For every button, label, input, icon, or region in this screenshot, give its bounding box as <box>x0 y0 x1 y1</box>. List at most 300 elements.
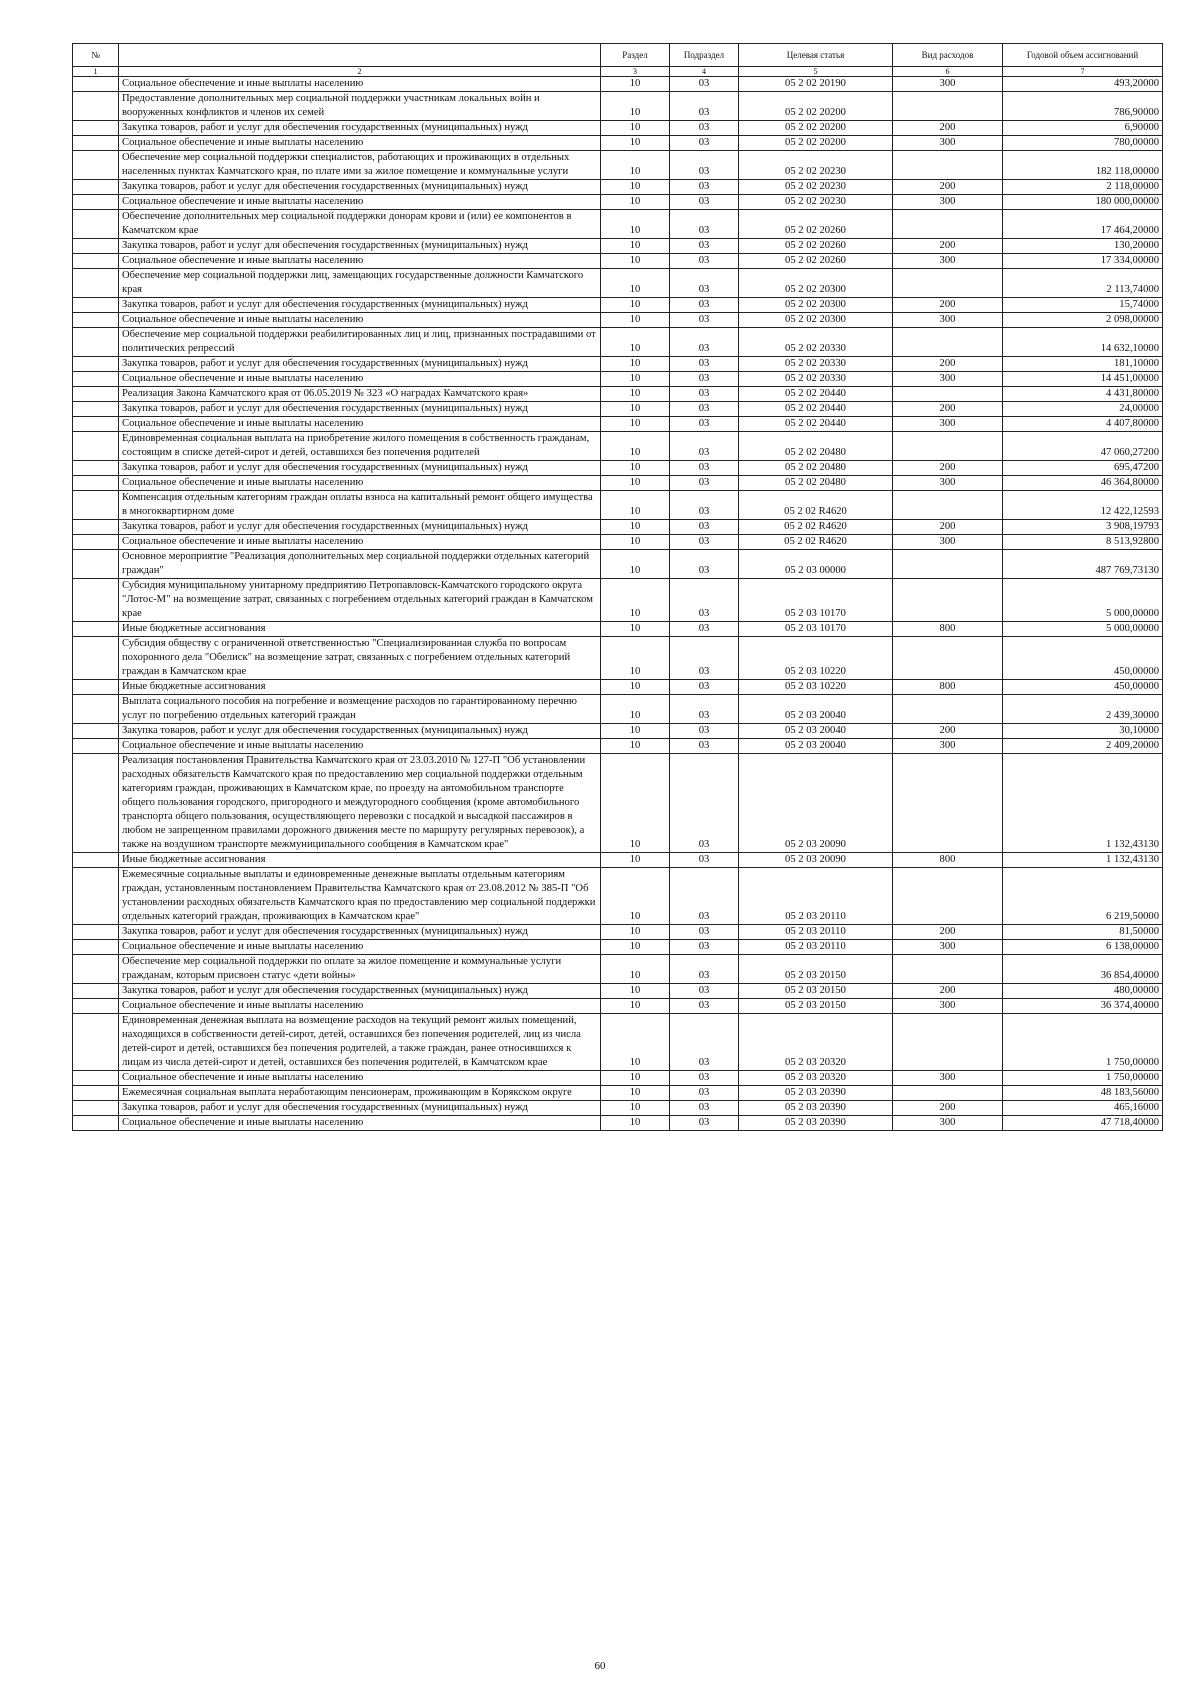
table-row <box>73 239 1163 254</box>
row-number-cell <box>73 637 119 680</box>
target-article-cell: 05 2 03 00000 <box>739 550 893 579</box>
subsection-cell: 03 <box>670 357 739 372</box>
subsection-cell: 03 <box>670 136 739 151</box>
row-number-cell <box>73 298 119 313</box>
subsection-cell: 03 <box>670 955 739 984</box>
expense-name-cell: Закупка товаров, работ и услуг для обеспечения государственных (муниципальных) нужд <box>119 1101 601 1116</box>
expense-name-cell: Социальное обеспечение и иные выплаты населению <box>119 77 601 92</box>
section-cell: 10 <box>601 372 670 387</box>
expense-type-cell: 200 <box>893 298 1003 313</box>
column-header-annual-amount: Годовой объем ассигнований <box>1003 44 1163 67</box>
expense-name-cell: Иные бюджетные ассигнования <box>119 853 601 868</box>
table-row <box>73 1086 1163 1101</box>
table-row <box>73 622 1163 637</box>
table-row <box>73 1116 1163 1131</box>
expense-type-cell: 300 <box>893 372 1003 387</box>
expense-name-cell: Субсидия обществу с ограниченной ответственностью "Специализированная служба по вопросам похоронного дела "Обелиск" на возмещение затрат, связанных с погребением отдельных категорий граждан в Камчатском крае <box>119 637 601 680</box>
expense-type-cell: 200 <box>893 239 1003 254</box>
amount-cell: 1 132,43130 <box>1003 754 1163 853</box>
budget-sheet <box>72 43 1162 1131</box>
row-number-cell <box>73 955 119 984</box>
subsection-cell: 03 <box>670 195 739 210</box>
section-cell: 10 <box>601 550 670 579</box>
target-article-cell: 05 2 03 20040 <box>739 724 893 739</box>
subsection-cell: 03 <box>670 372 739 387</box>
target-article-cell: 05 2 02 20330 <box>739 357 893 372</box>
subsection-cell: 03 <box>670 239 739 254</box>
amount-cell: 2 098,00000 <box>1003 313 1163 328</box>
target-article-cell: 05 2 03 20390 <box>739 1101 893 1116</box>
table-row <box>73 955 1163 984</box>
expense-name-cell: Обеспечение дополнительных мер социальной поддержки донорам крови и (или) ее компонентов в Камчатском крае <box>119 210 601 239</box>
expense-name-cell: Социальное обеспечение и иные выплаты населению <box>119 999 601 1014</box>
subsection-cell: 03 <box>670 151 739 180</box>
row-number-cell <box>73 853 119 868</box>
target-article-cell: 05 2 03 20150 <box>739 984 893 999</box>
expense-type-cell: 200 <box>893 724 1003 739</box>
expense-type-cell <box>893 1014 1003 1071</box>
target-article-cell: 05 2 03 20320 <box>739 1071 893 1086</box>
table-row <box>73 313 1163 328</box>
amount-cell: 450,00000 <box>1003 637 1163 680</box>
target-article-cell: 05 2 03 10170 <box>739 622 893 637</box>
table-row <box>73 754 1163 853</box>
expense-type-cell <box>893 1086 1003 1101</box>
expense-type-cell <box>893 754 1003 853</box>
table-row <box>73 269 1163 298</box>
column-header-target-article: Целевая статья <box>739 44 893 67</box>
subsection-cell: 03 <box>670 402 739 417</box>
table-row <box>73 550 1163 579</box>
expense-type-cell: 300 <box>893 313 1003 328</box>
row-number-cell <box>73 622 119 637</box>
target-article-cell: 05 2 02 20330 <box>739 372 893 387</box>
expense-type-cell: 800 <box>893 853 1003 868</box>
target-article-cell: 05 2 02 20300 <box>739 269 893 298</box>
subsection-cell: 03 <box>670 868 739 925</box>
target-article-cell: 05 2 03 20390 <box>739 1086 893 1101</box>
expense-name-cell: Закупка товаров, работ и услуг для обеспечения государственных (муниципальных) нужд <box>119 121 601 136</box>
expense-name-cell: Социальное обеспечение и иные выплаты населению <box>119 254 601 269</box>
expense-type-cell <box>893 387 1003 402</box>
row-number-cell <box>73 92 119 121</box>
target-article-cell: 05 2 02 R4620 <box>739 491 893 520</box>
subsection-cell: 03 <box>670 520 739 535</box>
row-number-cell <box>73 77 119 92</box>
row-number-cell <box>73 269 119 298</box>
row-number-cell <box>73 357 119 372</box>
expense-name-cell: Социальное обеспечение и иные выплаты населению <box>119 1071 601 1086</box>
subsection-cell: 03 <box>670 1116 739 1131</box>
subsection-cell: 03 <box>670 695 739 724</box>
table-row <box>73 372 1163 387</box>
table-row <box>73 180 1163 195</box>
subsection-cell: 03 <box>670 387 739 402</box>
amount-cell: 487 769,73130 <box>1003 550 1163 579</box>
subsection-cell: 03 <box>670 269 739 298</box>
expense-name-cell: Иные бюджетные ассигнования <box>119 622 601 637</box>
target-article-cell: 05 2 03 20090 <box>739 853 893 868</box>
row-number-cell <box>73 402 119 417</box>
expense-name-cell: Социальное обеспечение и иные выплаты населению <box>119 1116 601 1131</box>
amount-cell: 180 000,00000 <box>1003 195 1163 210</box>
section-cell: 10 <box>601 680 670 695</box>
subsection-cell: 03 <box>670 121 739 136</box>
expense-name-cell: Закупка товаров, работ и услуг для обеспечения государственных (муниципальных) нужд <box>119 402 601 417</box>
expense-type-cell <box>893 432 1003 461</box>
section-cell: 10 <box>601 328 670 357</box>
column-number: 1 <box>73 67 119 77</box>
amount-cell: 493,20000 <box>1003 77 1163 92</box>
table-row <box>73 402 1163 417</box>
subsection-cell: 03 <box>670 491 739 520</box>
expense-type-cell: 200 <box>893 984 1003 999</box>
expense-name-cell: Закупка товаров, работ и услуг для обеспечения государственных (муниципальных) нужд <box>119 180 601 195</box>
amount-cell: 786,90000 <box>1003 92 1163 121</box>
section-cell: 10 <box>601 387 670 402</box>
section-cell: 10 <box>601 121 670 136</box>
expense-type-cell: 200 <box>893 461 1003 476</box>
section-cell: 10 <box>601 637 670 680</box>
subsection-cell: 03 <box>670 432 739 461</box>
section-cell: 10 <box>601 739 670 754</box>
table-row <box>73 1071 1163 1086</box>
expense-name-cell: Социальное обеспечение и иные выплаты населению <box>119 313 601 328</box>
amount-cell: 4 431,80000 <box>1003 387 1163 402</box>
amount-cell: 480,00000 <box>1003 984 1163 999</box>
amount-cell: 48 183,56000 <box>1003 1086 1163 1101</box>
row-number-cell <box>73 476 119 491</box>
row-number-cell <box>73 491 119 520</box>
target-article-cell: 05 2 02 20480 <box>739 461 893 476</box>
amount-cell: 6 138,00000 <box>1003 940 1163 955</box>
amount-cell: 81,50000 <box>1003 925 1163 940</box>
column-header-section: Раздел <box>601 44 670 67</box>
subsection-cell: 03 <box>670 298 739 313</box>
section-cell: 10 <box>601 491 670 520</box>
target-article-cell: 05 2 02 20480 <box>739 432 893 461</box>
section-cell: 10 <box>601 853 670 868</box>
table-row <box>73 520 1163 535</box>
row-number-cell <box>73 579 119 622</box>
column-number-row <box>73 67 1163 77</box>
expense-type-cell: 300 <box>893 1071 1003 1086</box>
amount-cell: 30,10000 <box>1003 724 1163 739</box>
column-number: 5 <box>739 67 893 77</box>
target-article-cell: 05 2 02 20200 <box>739 121 893 136</box>
target-article-cell: 05 2 02 20200 <box>739 92 893 121</box>
expense-type-cell <box>893 637 1003 680</box>
row-number-cell <box>73 313 119 328</box>
amount-cell: 450,00000 <box>1003 680 1163 695</box>
subsection-cell: 03 <box>670 476 739 491</box>
table-row <box>73 357 1163 372</box>
subsection-cell: 03 <box>670 461 739 476</box>
section-cell: 10 <box>601 417 670 432</box>
row-number-cell <box>73 1101 119 1116</box>
amount-cell: 14 632,10000 <box>1003 328 1163 357</box>
subsection-cell: 03 <box>670 254 739 269</box>
table-row <box>73 868 1163 925</box>
subsection-cell: 03 <box>670 550 739 579</box>
section-cell: 10 <box>601 955 670 984</box>
column-number: 7 <box>1003 67 1163 77</box>
subsection-cell: 03 <box>670 940 739 955</box>
table-row <box>73 579 1163 622</box>
row-number-cell <box>73 210 119 239</box>
row-number-cell <box>73 724 119 739</box>
table-row <box>73 195 1163 210</box>
expense-type-cell <box>893 550 1003 579</box>
column-number: 2 <box>119 67 601 77</box>
subsection-cell: 03 <box>670 1071 739 1086</box>
section-cell: 10 <box>601 77 670 92</box>
section-cell: 10 <box>601 92 670 121</box>
row-number-cell <box>73 180 119 195</box>
table-row <box>73 298 1163 313</box>
target-article-cell: 05 2 03 20150 <box>739 955 893 984</box>
expense-type-cell: 300 <box>893 739 1003 754</box>
table-row <box>73 491 1163 520</box>
target-article-cell: 05 2 03 20390 <box>739 1116 893 1131</box>
target-article-cell: 05 2 02 20260 <box>739 210 893 239</box>
table-row <box>73 210 1163 239</box>
section-cell: 10 <box>601 925 670 940</box>
expense-name-cell: Реализация Закона Камчатского края от 06.05.2019 № 323 «О наградах Камчатского края» <box>119 387 601 402</box>
expense-type-cell: 800 <box>893 680 1003 695</box>
target-article-cell: 05 2 02 20200 <box>739 136 893 151</box>
section-cell: 10 <box>601 357 670 372</box>
target-article-cell: 05 2 03 10170 <box>739 579 893 622</box>
expense-type-cell: 200 <box>893 520 1003 535</box>
expense-type-cell <box>893 491 1003 520</box>
section-cell: 10 <box>601 151 670 180</box>
table-row <box>73 999 1163 1014</box>
page-number: 60 <box>594 1660 606 1672</box>
column-header-number: № <box>73 44 119 67</box>
row-number-cell <box>73 1116 119 1131</box>
expense-name-cell: Закупка товаров, работ и услуг для обеспечения государственных (муниципальных) нужд <box>119 984 601 999</box>
table-row <box>73 432 1163 461</box>
table-row <box>73 417 1163 432</box>
expense-type-cell: 200 <box>893 180 1003 195</box>
expense-type-cell: 200 <box>893 121 1003 136</box>
row-number-cell <box>73 195 119 210</box>
amount-cell: 14 451,00000 <box>1003 372 1163 387</box>
target-article-cell: 05 2 02 20440 <box>739 417 893 432</box>
amount-cell: 2 113,74000 <box>1003 269 1163 298</box>
expense-name-cell: Иные бюджетные ассигнования <box>119 680 601 695</box>
amount-cell: 1 750,00000 <box>1003 1014 1163 1071</box>
target-article-cell: 05 2 02 20230 <box>739 195 893 210</box>
expense-name-cell: Ежемесячная социальная выплата неработающим пенсионерам, проживающим в Корякском округе <box>119 1086 601 1101</box>
table-row <box>73 1101 1163 1116</box>
table-body <box>73 77 1163 1131</box>
row-number-cell <box>73 695 119 724</box>
subsection-cell: 03 <box>670 328 739 357</box>
amount-cell: 5 000,00000 <box>1003 622 1163 637</box>
amount-cell: 17 334,00000 <box>1003 254 1163 269</box>
amount-cell: 2 439,30000 <box>1003 695 1163 724</box>
row-number-cell <box>73 239 119 254</box>
section-cell: 10 <box>601 868 670 925</box>
section-cell: 10 <box>601 1101 670 1116</box>
subsection-cell: 03 <box>670 754 739 853</box>
expense-name-cell: Реализация постановления Правительства Камчатского края от 23.03.2010 № 127-П "Об установлении расходных обязательств Камчатского края по предоставлению мер социальной поддержки отдельным категориям граждан, проживающих в Камчатском крае, по проезду на автомобильном транспорте общего пользования городского, пригородного и междугородного сообщения (кроме автомобильного транспорта общего пользования, осуществляющего перевозки с посадкой и высадкой пассажиров в любом не запрещенном правилами дорожного движения месте по маршруту регулярных перевозок), а также на воздушном транспорте межмуниципального сообщения в Камчатском крае" <box>119 754 601 853</box>
section-cell: 10 <box>601 695 670 724</box>
expense-type-cell: 200 <box>893 1101 1003 1116</box>
section-cell: 10 <box>601 724 670 739</box>
row-number-cell <box>73 254 119 269</box>
subsection-cell: 03 <box>670 417 739 432</box>
target-article-cell: 05 2 02 20300 <box>739 298 893 313</box>
section-cell: 10 <box>601 402 670 417</box>
amount-cell: 181,10000 <box>1003 357 1163 372</box>
amount-cell: 36 374,40000 <box>1003 999 1163 1014</box>
section-cell: 10 <box>601 180 670 195</box>
table-row <box>73 476 1163 491</box>
target-article-cell: 05 2 02 20480 <box>739 476 893 491</box>
target-article-cell: 05 2 02 20230 <box>739 180 893 195</box>
amount-cell: 24,00000 <box>1003 402 1163 417</box>
subsection-cell: 03 <box>670 1101 739 1116</box>
section-cell: 10 <box>601 940 670 955</box>
expense-type-cell: 300 <box>893 195 1003 210</box>
table-row <box>73 77 1163 92</box>
budget-table <box>72 43 1163 1131</box>
expense-type-cell <box>893 92 1003 121</box>
subsection-cell: 03 <box>670 92 739 121</box>
expense-name-cell: Предоставление дополнительных мер социальной поддержки участникам локальных войн и вооруженных конфликтов и членов их семей <box>119 92 601 121</box>
target-article-cell: 05 2 02 20190 <box>739 77 893 92</box>
expense-type-cell <box>893 328 1003 357</box>
table-row <box>73 1014 1163 1071</box>
expense-type-cell: 200 <box>893 402 1003 417</box>
expense-type-cell: 300 <box>893 535 1003 550</box>
table-row <box>73 695 1163 724</box>
amount-cell: 2 118,00000 <box>1003 180 1163 195</box>
amount-cell: 5 000,00000 <box>1003 579 1163 622</box>
section-cell: 10 <box>601 313 670 328</box>
table-row <box>73 925 1163 940</box>
row-number-cell <box>73 1014 119 1071</box>
expense-name-cell: Обеспечение мер социальной поддержки по оплате за жилое помещение и коммунальные услуги гражданам, которым присвоен статус «дети войны» <box>119 955 601 984</box>
row-number-cell <box>73 417 119 432</box>
table-row <box>73 121 1163 136</box>
amount-cell: 465,16000 <box>1003 1101 1163 1116</box>
row-number-cell <box>73 550 119 579</box>
target-article-cell: 05 2 02 R4620 <box>739 535 893 550</box>
amount-cell: 695,47200 <box>1003 461 1163 476</box>
row-number-cell <box>73 372 119 387</box>
section-cell: 10 <box>601 984 670 999</box>
expense-name-cell: Обеспечение мер социальной поддержки специалистов, работающих и проживающих в отдельных населенных пунктах Камчатского края, по плате ими за жилое помещение и коммунальные услуги <box>119 151 601 180</box>
section-cell: 10 <box>601 754 670 853</box>
section-cell: 10 <box>601 1086 670 1101</box>
amount-cell: 36 854,40000 <box>1003 955 1163 984</box>
subsection-cell: 03 <box>670 853 739 868</box>
column-header-subsection: Подраздел <box>670 44 739 67</box>
section-cell: 10 <box>601 476 670 491</box>
amount-cell: 15,74000 <box>1003 298 1163 313</box>
amount-cell: 6 219,50000 <box>1003 868 1163 925</box>
row-number-cell <box>73 925 119 940</box>
table-row <box>73 151 1163 180</box>
expense-name-cell: Социальное обеспечение и иные выплаты населению <box>119 535 601 550</box>
target-article-cell: 05 2 02 20330 <box>739 328 893 357</box>
subsection-cell: 03 <box>670 984 739 999</box>
table-row <box>73 92 1163 121</box>
target-article-cell: 05 2 03 20110 <box>739 868 893 925</box>
row-number-cell <box>73 868 119 925</box>
expense-name-cell: Ежемесячные социальные выплаты и единовременные денежные выплаты отдельным категориям граждан, установленным постановлением Правительства Камчатского края от 23.08.2012 № 385-П "Об установлении расходных обязательств Камчатского края по предоставлению мер социальной поддержки отдельных категорий граждан, проживающих в Камчатском крае" <box>119 868 601 925</box>
subsection-cell: 03 <box>670 680 739 695</box>
row-number-cell <box>73 121 119 136</box>
column-number: 3 <box>601 67 670 77</box>
table-row <box>73 254 1163 269</box>
table-row <box>73 853 1163 868</box>
subsection-cell: 03 <box>670 210 739 239</box>
expense-name-cell: Закупка товаров, работ и услуг для обеспечения государственных (муниципальных) нужд <box>119 724 601 739</box>
row-number-cell <box>73 754 119 853</box>
target-article-cell: 05 2 03 20040 <box>739 695 893 724</box>
row-number-cell <box>73 940 119 955</box>
amount-cell: 46 364,80000 <box>1003 476 1163 491</box>
row-number-cell <box>73 999 119 1014</box>
amount-cell: 12 422,12593 <box>1003 491 1163 520</box>
section-cell: 10 <box>601 1014 670 1071</box>
section-cell: 10 <box>601 298 670 313</box>
table-row <box>73 136 1163 151</box>
section-cell: 10 <box>601 210 670 239</box>
row-number-cell <box>73 461 119 476</box>
expense-type-cell: 300 <box>893 254 1003 269</box>
subsection-cell: 03 <box>670 925 739 940</box>
expense-name-cell: Закупка товаров, работ и услуг для обеспечения государственных (муниципальных) нужд <box>119 520 601 535</box>
amount-cell: 1 750,00000 <box>1003 1071 1163 1086</box>
amount-cell: 3 908,19793 <box>1003 520 1163 535</box>
section-cell: 10 <box>601 136 670 151</box>
expense-name-cell: Основное мероприятие "Реализация дополнительных мер социальной поддержки отдельных категорий граждан" <box>119 550 601 579</box>
table-row <box>73 387 1163 402</box>
expense-name-cell: Социальное обеспечение и иные выплаты населению <box>119 195 601 210</box>
expense-type-cell <box>893 955 1003 984</box>
subsection-cell: 03 <box>670 724 739 739</box>
subsection-cell: 03 <box>670 637 739 680</box>
row-number-cell <box>73 680 119 695</box>
target-article-cell: 05 2 03 20110 <box>739 940 893 955</box>
expense-type-cell: 200 <box>893 925 1003 940</box>
table-row <box>73 637 1163 680</box>
table-row <box>73 535 1163 550</box>
expense-type-cell <box>893 695 1003 724</box>
table-header-row <box>73 44 1163 67</box>
section-cell: 10 <box>601 432 670 461</box>
table-row <box>73 724 1163 739</box>
amount-cell: 6,90000 <box>1003 121 1163 136</box>
amount-cell: 2 409,20000 <box>1003 739 1163 754</box>
subsection-cell: 03 <box>670 622 739 637</box>
column-header-expense-type: Вид расходов <box>893 44 1003 67</box>
expense-type-cell: 300 <box>893 476 1003 491</box>
table-row <box>73 461 1163 476</box>
subsection-cell: 03 <box>670 1086 739 1101</box>
expense-type-cell: 300 <box>893 1116 1003 1131</box>
row-number-cell <box>73 1071 119 1086</box>
expense-type-cell: 300 <box>893 77 1003 92</box>
expense-name-cell: Закупка товаров, работ и услуг для обеспечения государственных (муниципальных) нужд <box>119 357 601 372</box>
target-article-cell: 05 2 03 20150 <box>739 999 893 1014</box>
